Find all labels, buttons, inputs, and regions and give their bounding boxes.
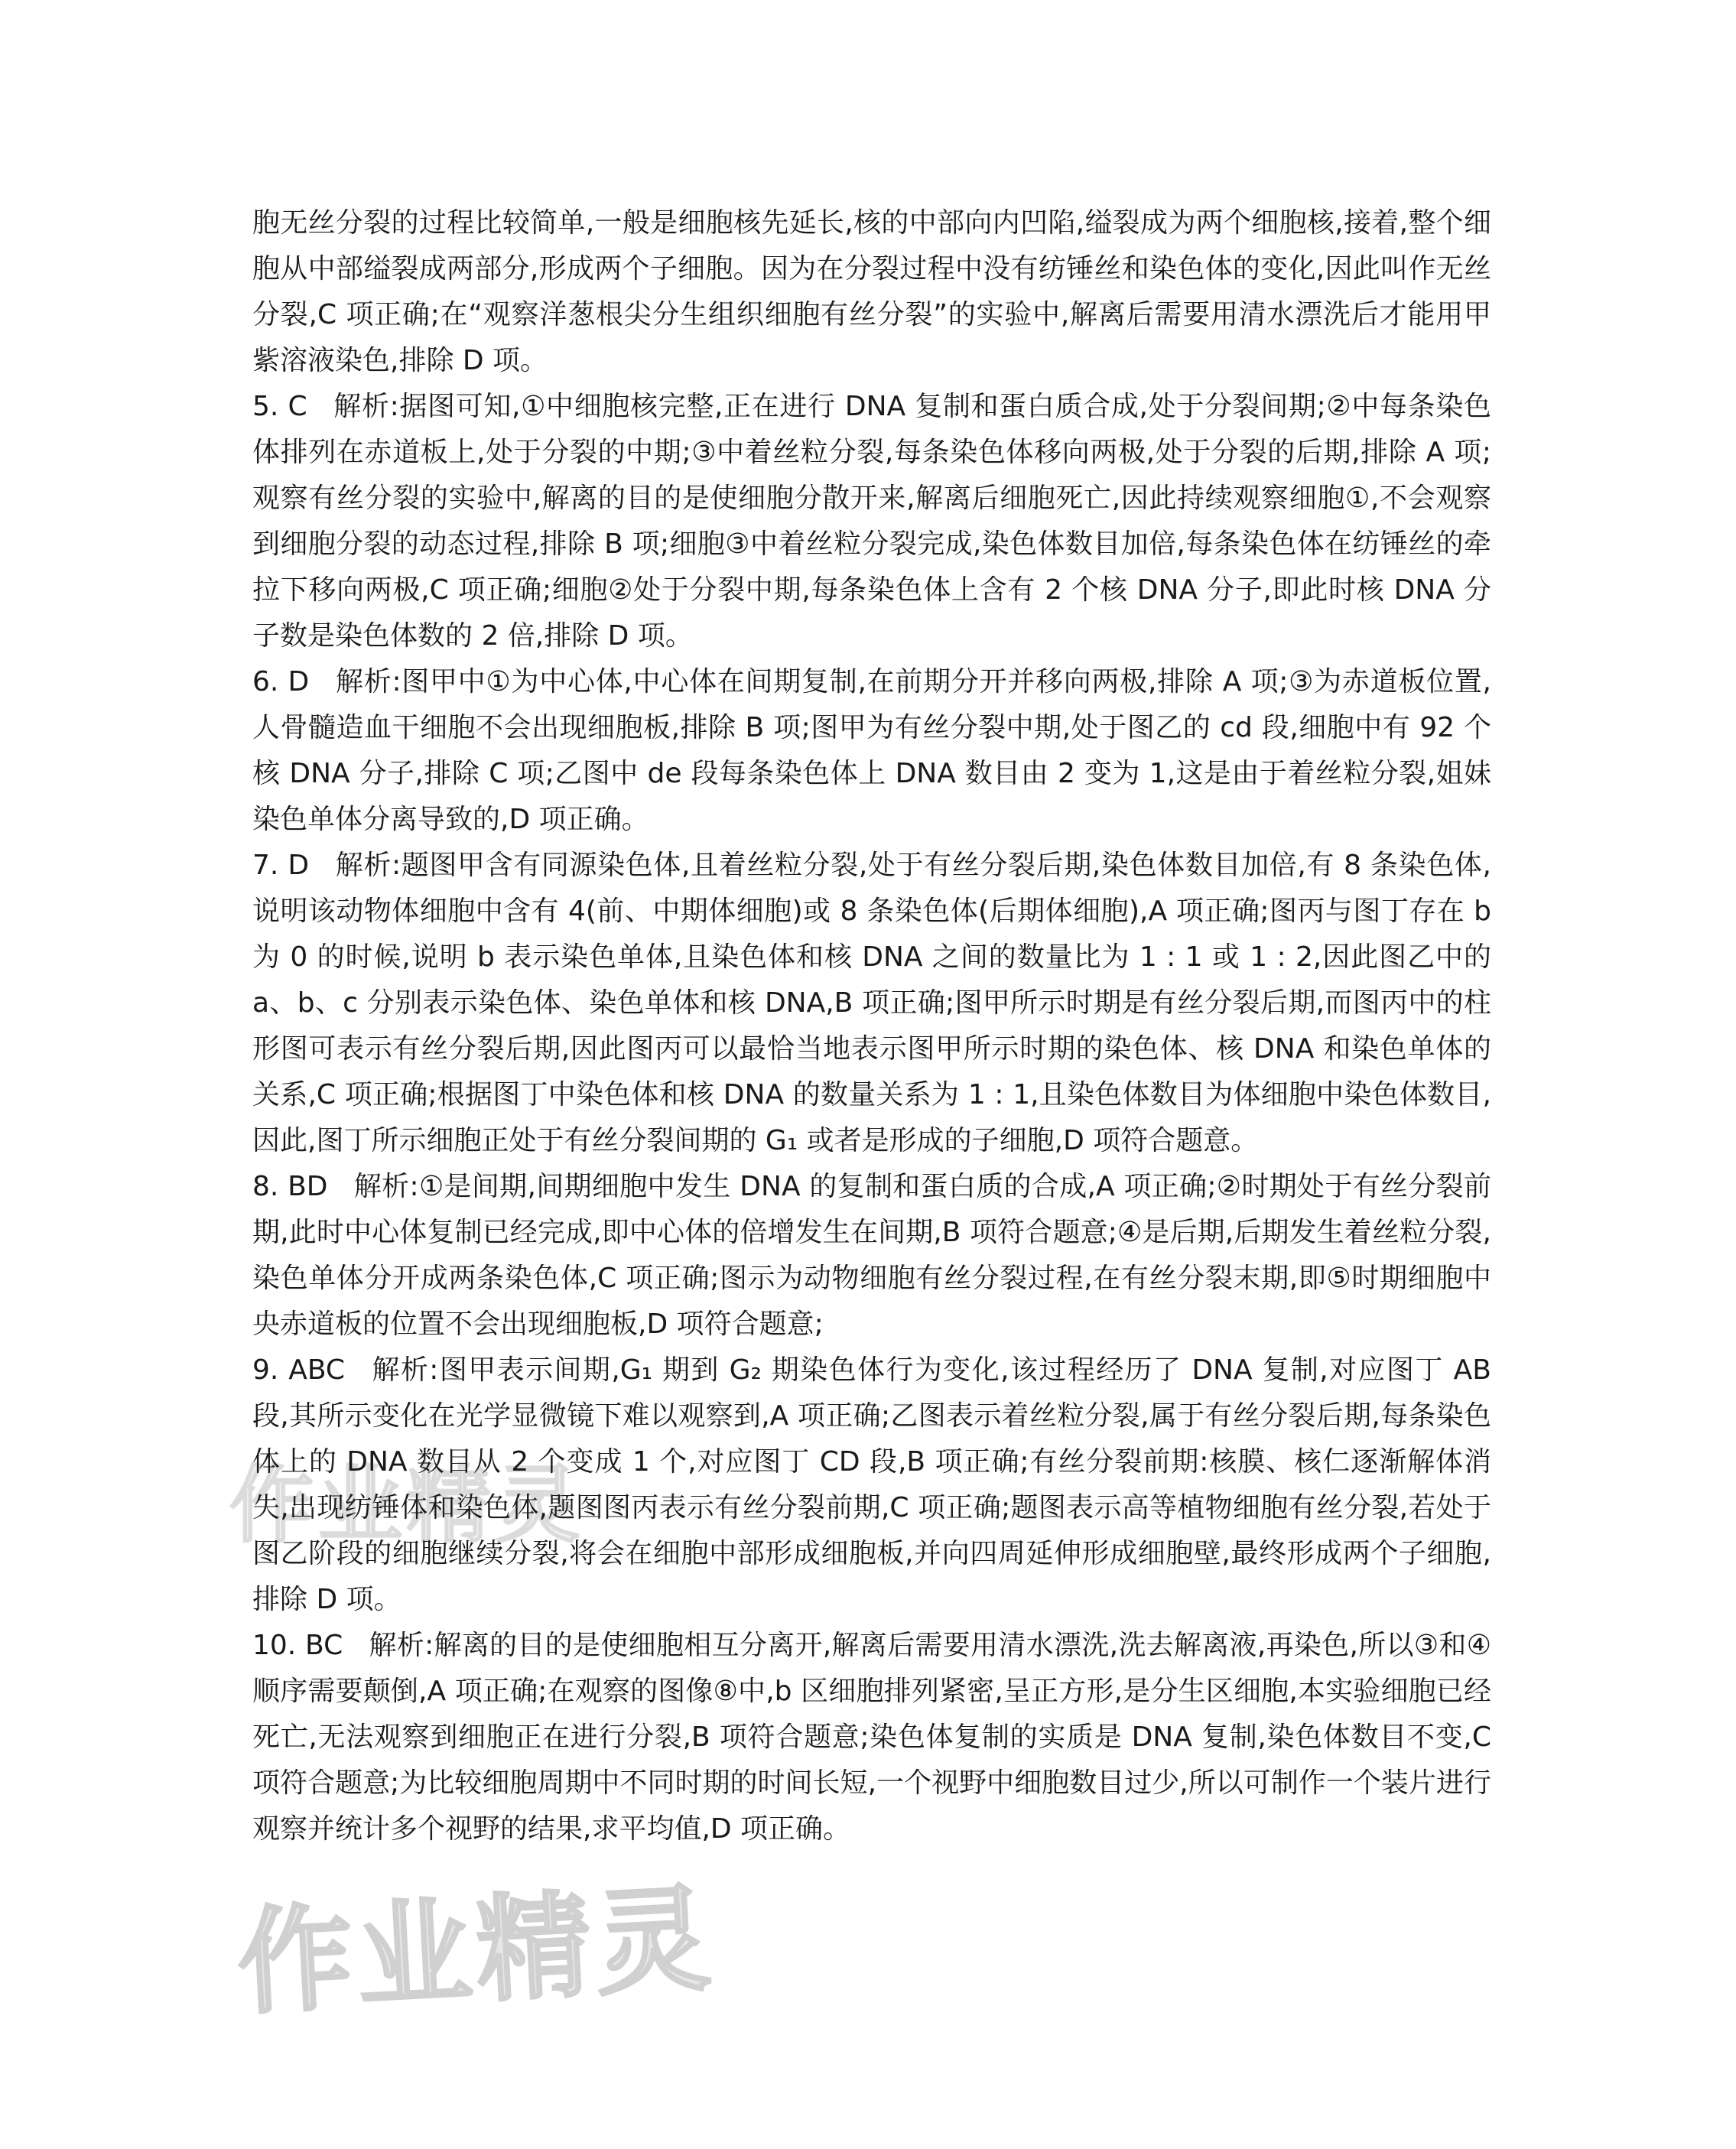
- answer-text-7: 解析:题图甲含有同源染色体,且着丝粒分裂,处于有丝分裂后期,染色体数目加倍,有 8 条染色体,说明该动物体细胞中含有 4(前、中期体细胞)或 8 条染色体(后期体细胞),A 项正确;图丙与图丁存在 b 为 0 的时候,说明 b 表示染色单体,且染色体和核 DNA 之间的数量比为 1 : 1 或 1 : 2,因此图乙中的 a、b、c 分别表示染色体、染色单体和核 DNA,B 项正确;图甲所示时期是有丝分裂后期,而图丙中的柱形图可表示有丝分裂后期,因此图丙可以最恰当地表示图甲所示时期的染色体、核 DNA 和染色单体的关系,C 项正确;根据图丁中染色体和核 DNA 的数量关系为 1 : 1,且染色体数目为体细胞中染色体数目,因此,图丁所示细胞正处于有丝分裂间期的 G₁ 或者是形成的子细胞,D 项符合题意。: [252, 850, 1491, 1156]
- answer-number-10: 10. BC: [252, 1630, 343, 1661]
- answer-item-7: [252, 843, 1491, 1164]
- answer-text-5: 解析:据图可知,①中细胞核完整,正在进行 DNA 复制和蛋白质合成,处于分裂间期;②中每条染色体排列在赤道板上,处于分裂的中期;③中着丝粒分裂,每条染色体移向两极,处于分裂的后期,排除 A 项;观察有丝分裂的实验中,解离的目的是使细胞分散开来,解离后细胞死亡,因此持续观察细胞①,不会观察到细胞分裂的动态过程,排除 B 项;细胞③中着丝粒分裂完成,染色体数目加倍,每条染色体在纺锤丝的牵拉下移向两极,C 项正确;细胞②处于分裂中期,每条染色体上含有 2 个核 DNA 分子,即此时核 DNA 分子数是染色体数的 2 倍,排除 D 项。: [252, 391, 1491, 652]
- intro-paragraph: 胞无丝分裂的过程比较简单,一般是细胞核先延长,核的中部向内凹陷,缢裂成为两个细胞核,接着,整个细胞从中部缢裂成两部分,形成两个子细胞。因为在分裂过程中没有纺锤丝和染色体的变化,因此叫作无丝分裂,C 项正确;在“观察洋葱根尖分生组织细胞有丝分裂”的实验中,解离后需要用清水漂洗后才能用甲紫溶液染色,排除 D 项。: [252, 207, 1491, 376]
- answer-item-10: [252, 1623, 1491, 1852]
- answer-item-8: [252, 1164, 1491, 1348]
- answer-number-9: 9. ABC: [252, 1354, 346, 1386]
- answer-number-7: 7. D: [252, 850, 310, 881]
- watermark-logo: 作业精灵: [234, 1872, 718, 2031]
- answer-text-9: 解析:图甲表示间期,G₁ 期到 G₂ 期染色体行为变化,该过程经历了 DNA 复制,对应图丁 AB 段,其所示变化在光学显微镜下难以观察到,A 项正确;乙图表示着丝粒分裂,属于有丝分裂后期,每条染色体上的 DNA 数目从 2 个变成 1 个,对应图丁 CD 段,B 项正确;有丝分裂前期:核膜、核仁逐渐解体消失,出现纺锤体和染色体,题图图丙表示有丝分裂前期,C 项正确;题图表示高等植物细胞有丝分裂,若处于图乙阶段的细胞继续分裂,将会在细胞中部形成细胞板,并向四周延伸形成细胞壁,最终形成两个子细胞,排除 D 项。: [252, 1354, 1491, 1615]
- answer-item-9: [252, 1348, 1491, 1623]
- answer-item-5: [252, 384, 1491, 659]
- answer-number-6: 6. D: [252, 666, 310, 697]
- answer-item-6: [252, 659, 1491, 843]
- answer-text-8: 解析:①是间期,间期细胞中发生 DNA 的复制和蛋白质的合成,A 项正确;②时期处于有丝分裂前期,此时中心体复制已经完成,即中心体的倍增发生在间期,B 项符合题意;④是后期,后期发生着丝粒分裂,染色单体分开成两条染色体,C 项正确;图示为动物细胞有丝分裂过程,在有丝分裂末期,即⑤时期细胞中央赤道板的位置不会出现细胞板,D 项符合题意;: [252, 1171, 1491, 1340]
- answer-text-10: 解析:解离的目的是使细胞相互分离开,解离后需要用清水漂洗,洗去解离液,再染色,所以③和④顺序需要颠倒,A 项正确;在观察的图像⑧中,b 区细胞排列紧密,呈正方形,是分生区细胞,本实验细胞已经死亡,无法观察到细胞正在进行分裂,B 项符合题意;染色体复制的实质是 DNA 复制,染色体数目不变,C 项符合题意;为比较细胞周期中不同时期的时间长短,一个视野中细胞数目过少,所以可制作一个装片进行观察并统计多个视野的结果,求平均值,D 项正确。: [252, 1630, 1491, 1845]
- watermark-middle: 作业精灵: [229, 1456, 584, 1554]
- answer-number-5: 5. C: [252, 391, 307, 422]
- answer-number-8: 8. BD: [252, 1171, 328, 1202]
- answer-text-6: 解析:图甲中①为中心体,中心体在间期复制,在前期分开并移向两极,排除 A 项;③为赤道板位置,人骨髓造血干细胞不会出现细胞板,排除 B 项;图甲为有丝分裂中期,处于图乙的 cd 段,细胞中有 92 个核 DNA 分子,排除 C 项;乙图中 de 段每条染色体上 DNA 数目由 2 变为 1,这是由于着丝粒分裂,姐妹染色单体分离导致的,D 项正确。: [252, 666, 1492, 835]
- answer-content: [252, 200, 1491, 1852]
